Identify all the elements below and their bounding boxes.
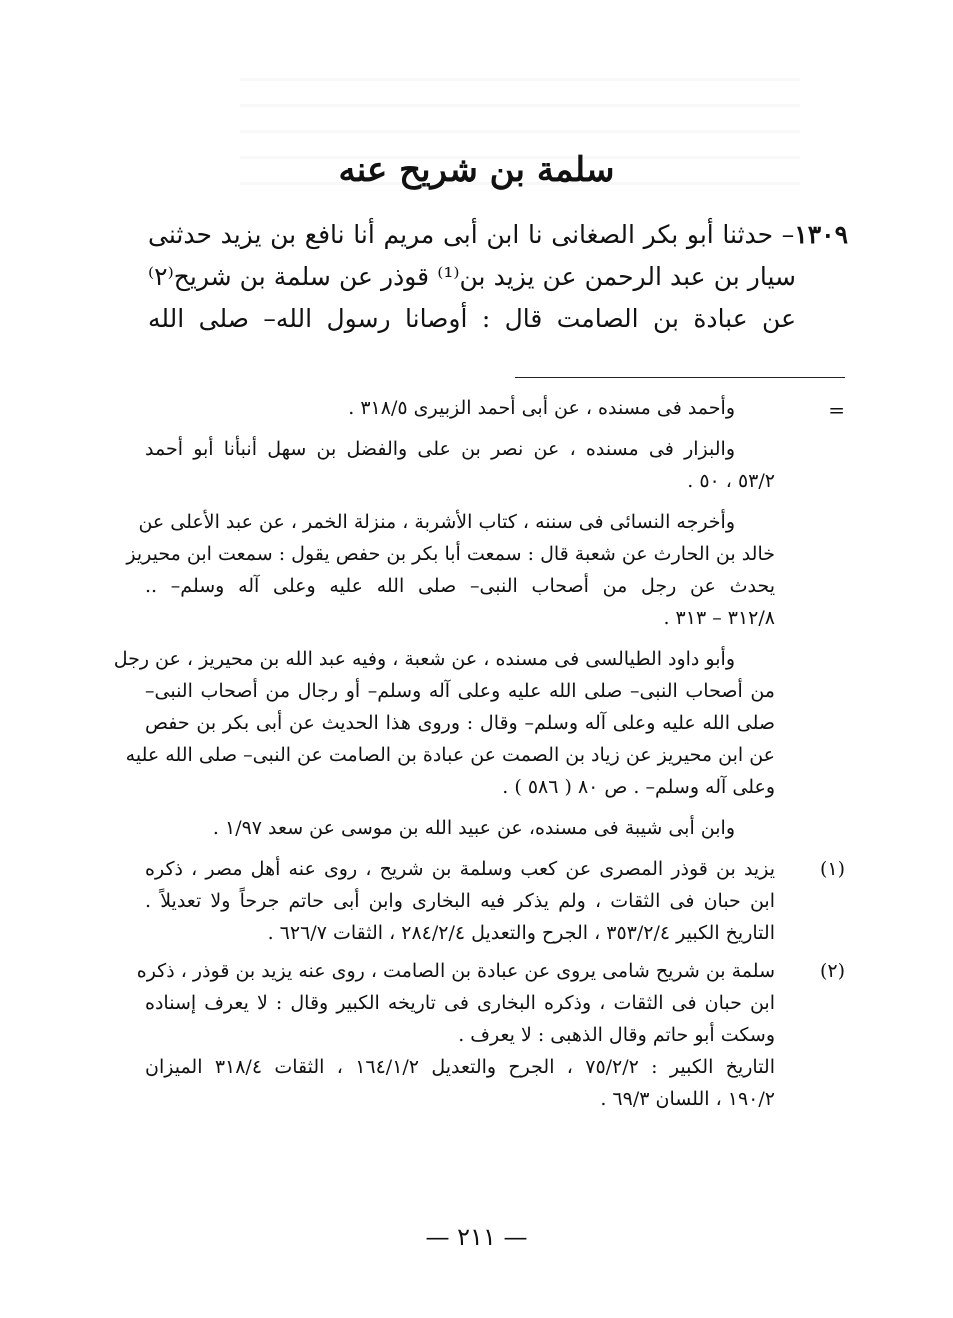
hadith-line-1	[148, 214, 848, 256]
section-title: سلمة بن شريح عنه	[338, 150, 615, 190]
footnote-number: (١)	[819, 858, 845, 880]
hadith-line-3: عن عبادة بن الصامت قال : أوصانا رسول الله– صلى الله	[148, 304, 796, 333]
footnote-line: ١٩٠/٢ ، اللسان ٦٩/٣ .	[600, 1088, 775, 1110]
note-line: عن ابن محيريز عن زياد بن الصمت عن عبادة بن الصامت عن النبى– صلى الله عليه	[125, 744, 775, 766]
footnote-line: وسكت أبو حاتم وقال الذهبى : لا يعرف .	[458, 1024, 775, 1046]
footnote-line: ابن حبان فى الثقات ، وذكره البخارى فى تاريخه الكبير وقال : لا يعرف إسناده	[145, 992, 775, 1014]
footnotes-area	[113, 392, 845, 1121]
note-line: ٣١٢/٨ – ٣١٣ .	[663, 607, 775, 629]
footnote-divider	[515, 377, 845, 378]
note-line: خالد بن الحارث عن شعبة قال : سمعت أبا بكر بن حفص يقول : سمعت ابن محيريز	[126, 543, 775, 565]
footnote-line: التاريخ الكبير ٣٥٣/٢/٤ ، الجرح والتعديل ٢٨٤/٢/٤ ، الثقات ٦٢٦/٧ .	[267, 922, 775, 944]
note-line: وأبو داود الطيالسى فى مسنده ، عن شعبة ، وفيه عبد الله بن محيريز ، عن رجل	[113, 648, 735, 670]
footnote-1	[145, 853, 845, 949]
hadith-line-1-text: – حدثنا أبو بكر الصغانى نا ابن أبى مريم أنا نافع بن يزيد حدثنى	[148, 220, 795, 249]
note-line: ٥٣/٢ ، ٥٠ .	[687, 470, 775, 492]
hadith-text	[148, 214, 848, 340]
footnote-line: يزيد بن قوذر المصرى عن كعب وسلمة بن شريح ، روى عنه أهل مصر ، ذكره	[145, 858, 775, 880]
note-line: وابن أبى شيبة فى مسنده، عن عبيد الله بن موسى عن سعد ١/٩٧ .	[212, 817, 735, 839]
note-paragraph-tayalisi	[113, 643, 845, 803]
note-paragraph-ibn-abi-shaybah	[145, 812, 845, 844]
note-paragraph-ahmad	[145, 392, 845, 424]
hadith-number: ١٣٠٩	[794, 220, 848, 249]
footnote-line: ابن حبان فى الثقات ، ولم يذكر فيه البخارى وابن أبى حاتم جرحاً ولا تعديلاً .	[145, 890, 775, 912]
footnote-2	[136, 955, 845, 1115]
note-line: صلى الله عليه وعلى آله وسلم– وقال : وروى هذا الحديث عن أبى بكر بن حفص	[145, 712, 775, 734]
footnote-number: (٢)	[819, 960, 845, 982]
note-paragraph-bazzar	[145, 433, 845, 497]
hadith-line-2: سيار بن عبد الرحمن عن يزيد بن⁽¹⁾ قوذر عن سلمة بن شريح⁽٢⁾	[148, 262, 796, 291]
note-line: وأحمد فى مسنده ، عن أبى أحمد الزبيرى ٣١٨/٥ .	[348, 397, 735, 419]
page-number: — ٢١١ —	[425, 1223, 528, 1251]
note-line: وأخرجه النسائى فى سننه ، كتاب الأشربة ، منزلة الخمر ، عن عبد الأعلى عن	[138, 511, 735, 533]
footnote-line: سلمة بن شريح شامى يروى عن عبادة بن الصامت ، روى عنه يزيد بن قوذر ، ذكره	[136, 960, 775, 982]
note-line: يحدث عن رجل من أصحاب النبى– صلى الله عليه وعلى آله وسلم– ..	[145, 575, 775, 597]
continuation-mark: =	[828, 398, 845, 422]
note-line: من أصحاب النبى– صلى الله عليه وعلى آله وسلم– أو رجال من أصحاب النبى–	[145, 680, 775, 702]
footnote-line: التاريخ الكبير : ٧٥/٢/٢ ، الجرح والتعديل ١٦٤/١/٢ ، الثقات ٣١٨/٤ الميزان	[145, 1056, 775, 1078]
note-line: وعلى آله وسلم– . ص ٨٠ ( ٥٨٦ ) .	[502, 776, 775, 798]
note-line: والبزار فى مسنده ، عن نصر بن على والفضل بن سهل أنبأنا أبو أحمد	[145, 438, 735, 460]
note-paragraph-nasai	[126, 506, 845, 634]
